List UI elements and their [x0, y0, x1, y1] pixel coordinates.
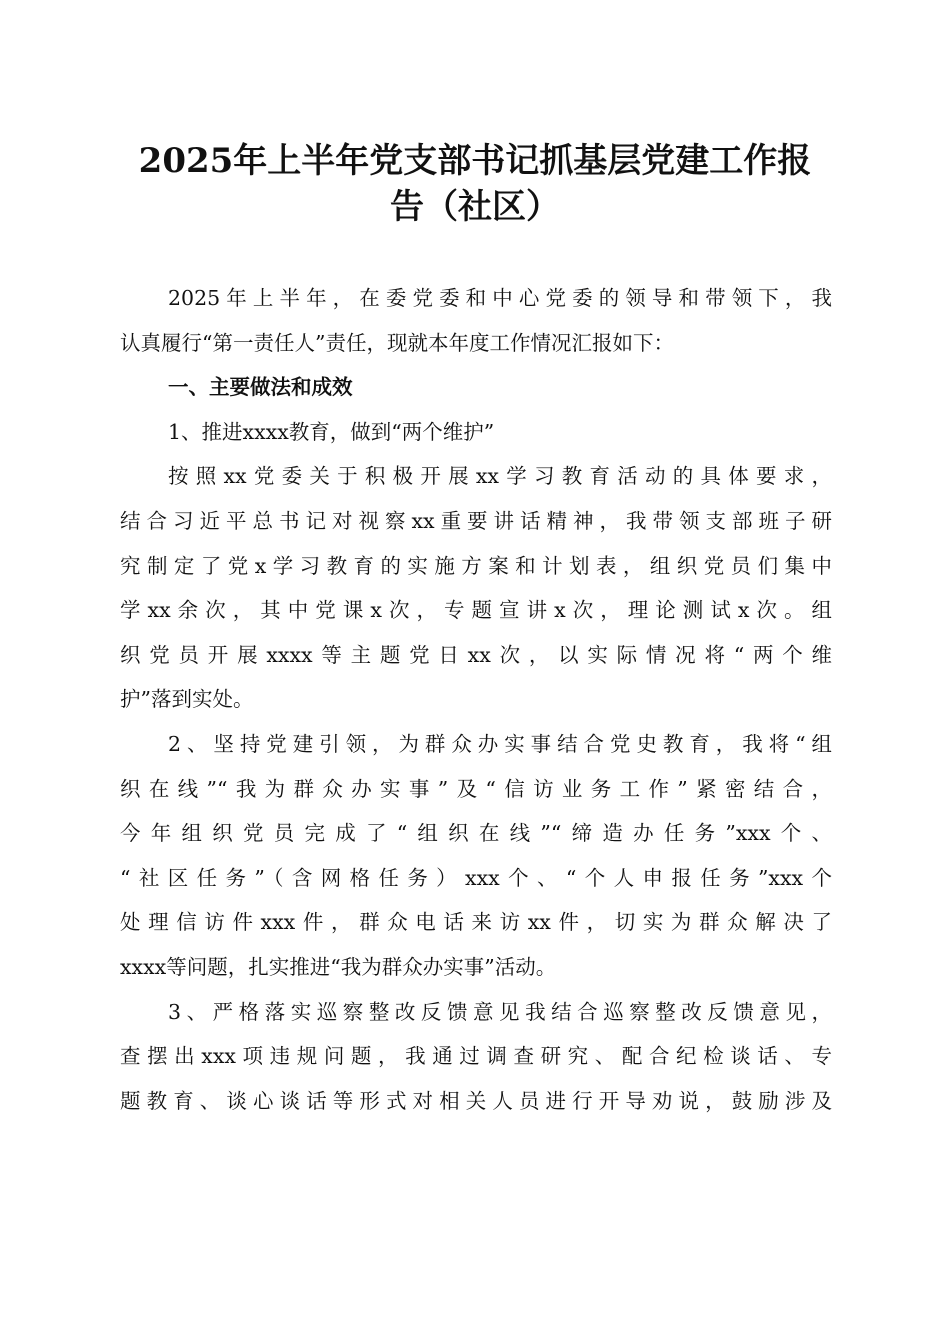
paragraph-intro — [120, 276, 832, 365]
text-line: 1、推进xxxx教育，做到“两个维护” — [168, 419, 495, 444]
text-line: 学xx余次，其中党课x次，专题宣讲x次，理论测试x次。组 — [120, 598, 832, 623]
text-line: 处理信访件xxx件，群众电话来访xx件，切实为群众解决了 — [120, 910, 832, 935]
text-line: 查摆出xxx项违规问题，我通过调查研究、配合纪检谈话、专 — [120, 1044, 832, 1069]
paragraph-item-2 — [120, 722, 832, 990]
text-line: xxxx等问题，扎实推进“我为群众办实事”活动。 — [120, 954, 557, 979]
section-heading — [120, 365, 832, 410]
document-title — [120, 138, 830, 230]
document-body — [120, 276, 832, 1123]
text-line: 2、坚持党建引领，为群众办实事结合党史教育，我将“组 — [168, 731, 832, 756]
text-line: 织在线”“我为群众办实事”及“信访业务工作”紧密结合， — [120, 776, 832, 801]
text-line: 护”落到实处。 — [120, 687, 254, 712]
text-line: “社区任务”（含网格任务）xxx个、“个人申报任务”xxx个 — [120, 865, 832, 890]
paragraph-item-1-body — [120, 454, 832, 722]
text-line: 认真履行“第一责任人”责任，现就本年度工作情况汇报如下： — [120, 330, 674, 355]
paragraph-item-1-title — [120, 410, 832, 455]
text-line: 今年组织党员完成了“组织在线”“缔造办任务”xxx个、 — [120, 821, 832, 846]
text-line: 题教育、谈心谈话等形式对相关人员进行开导劝说，鼓励涉及 — [120, 1088, 832, 1113]
heading-text: 一、主要做法和成效 — [168, 375, 353, 400]
text-line: 究制定了党x学习教育的实施方案和计划表，组织党员们集中 — [120, 553, 832, 578]
text-line: 结合习近平总书记对视察xx重要讲话精神，我带领支部班子研 — [120, 508, 832, 533]
text-line: 织党员开展xxxx等主题党日xx次，以实际情况将“两个维 — [120, 642, 832, 667]
title-line-2: 告（社区） — [390, 187, 560, 227]
text-line: 2025年上半年，在委党委和中心党委的领导和带领下，我 — [168, 286, 832, 310]
text-line: 3、严格落实巡察整改反馈意见我结合巡察整改反馈意见， — [168, 999, 832, 1024]
paragraph-item-3 — [120, 990, 832, 1124]
title-line-1: 2025年上半年党支部书记抓基层党建工作报 — [138, 141, 812, 181]
text-line: 按照xx党委关于积极开展xx学习教育活动的具体要求， — [168, 464, 832, 489]
